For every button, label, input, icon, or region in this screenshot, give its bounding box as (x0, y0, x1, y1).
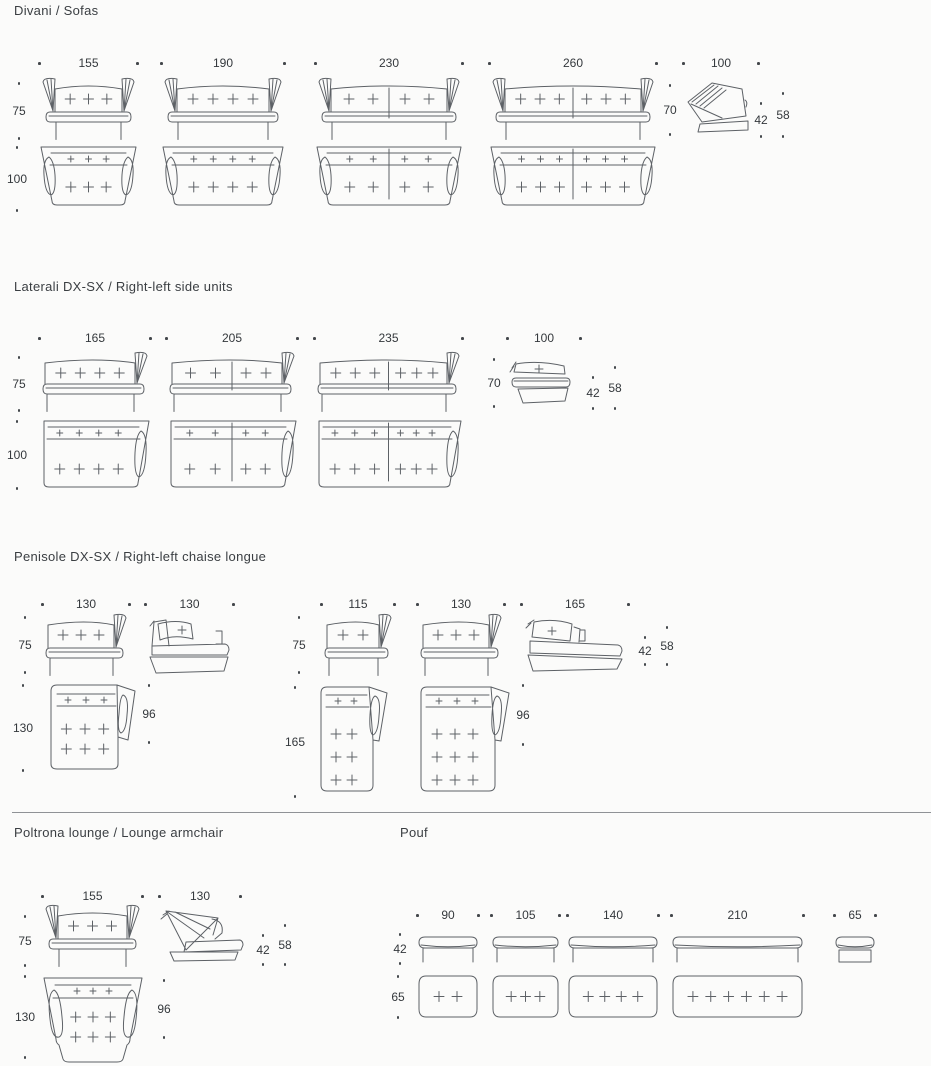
figure-front-sofa (316, 78, 462, 140)
height-dimension-label: 75 (12, 103, 26, 118)
dimension-dot (493, 358, 496, 361)
figure-sofa-side (684, 80, 758, 136)
figure-front-sofa (167, 352, 297, 412)
height-dimension (484, 358, 504, 408)
width-dimension (146, 598, 233, 611)
dimension-dot (18, 82, 21, 85)
width-dimension-label: 155 (78, 56, 99, 70)
width-dimension (316, 57, 462, 70)
dimension-dot (666, 626, 669, 629)
width-dimension-label: 155 (82, 889, 103, 903)
figure-front-sofa (322, 614, 394, 676)
height-dimension-label: 100 (6, 171, 28, 186)
height-dimension (8, 356, 30, 412)
dimension-dot (579, 337, 582, 340)
height-dimension (4, 420, 30, 490)
height-dimension (388, 975, 408, 1019)
dimension-dot (399, 933, 402, 936)
width-dimension (492, 909, 559, 922)
figure-front-sofa (40, 352, 150, 412)
height-dimension (774, 92, 792, 138)
dimension-dot (397, 975, 400, 978)
dimension-dot (655, 62, 658, 65)
figure-top-sofa (316, 144, 462, 206)
dimension-dot (16, 420, 19, 423)
dimension-dot (294, 795, 297, 798)
dimension-dot (461, 337, 464, 340)
figure-pouf-front-base (835, 934, 875, 964)
dimension-dot (163, 1036, 166, 1039)
width-dimension-label: 205 (221, 331, 243, 345)
figure-pouf-front (568, 934, 658, 964)
figure-pouf-top (568, 975, 658, 1018)
dimension-dot (614, 366, 617, 369)
dimension-dot (128, 603, 131, 606)
height-dimension (658, 626, 676, 666)
figure-pouf-front (492, 934, 559, 964)
width-dimension-label: 90 (441, 908, 455, 922)
dimension-dot (284, 963, 287, 966)
height-dimension (390, 933, 410, 965)
figure-pouf-top (418, 975, 478, 1018)
dimension-dot (284, 924, 287, 927)
width-dimension (322, 598, 394, 611)
width-dimension-label: 65 (848, 908, 862, 922)
width-dimension-label: 130 (189, 889, 211, 903)
dimension-dot (592, 376, 595, 379)
height-dimension (10, 684, 36, 772)
height-dimension-label: 165 (284, 734, 306, 749)
dimension-dot (669, 84, 672, 87)
dimension-dot (262, 963, 265, 966)
height-dimension-label: 58 (660, 638, 674, 653)
figure-pouf-top (672, 975, 803, 1018)
dimension-dot (493, 405, 496, 408)
dimension-dot (239, 895, 242, 898)
width-dimension (40, 332, 150, 345)
dimension-dot (16, 146, 19, 149)
dimension-dot (760, 135, 763, 138)
width-dimension-label: 100 (710, 56, 732, 70)
height-dimension-label: 75 (18, 933, 32, 948)
dimension-dot (522, 684, 525, 687)
figure-front-sofa (315, 352, 462, 412)
figure-chaise-long (522, 618, 628, 672)
width-dimension-label: 230 (378, 56, 400, 70)
dimension-dot (296, 337, 299, 340)
dimension-dot (592, 407, 595, 410)
width-dimension-label: 130 (75, 597, 97, 611)
dimension-dot (18, 137, 21, 140)
dimension-dot (558, 914, 561, 917)
section-title-side-units: Laterali DX-SX / Right-left side units (14, 279, 233, 294)
figure-front-sofa (40, 78, 137, 140)
height-dimension-label: 42 (754, 112, 768, 127)
figure-chaise-top-a (47, 682, 139, 772)
height-dimension-label: 70 (663, 102, 677, 117)
figure-pouf-front (672, 934, 803, 964)
width-dimension-label: 115 (348, 597, 368, 611)
figure-front-sofa (418, 614, 504, 676)
dimension-dot (136, 62, 139, 65)
dimension-dot (18, 409, 21, 412)
height-dimension-label: 70 (487, 375, 501, 390)
figure-top-sofa (40, 144, 137, 206)
figure-top-sofa (162, 144, 284, 206)
width-dimension-label: 105 (515, 908, 536, 922)
section-title-sofas: Divani / Sofas (14, 3, 99, 18)
dimension-dot (24, 1056, 27, 1059)
height-dimension-label: 96 (516, 707, 530, 722)
height-dimension (288, 616, 310, 674)
height-dimension (606, 366, 624, 410)
height-dimension (8, 82, 30, 140)
dimension-dot (148, 741, 151, 744)
width-dimension-label: 130 (450, 597, 472, 611)
dimension-dot (163, 979, 166, 982)
height-dimension (138, 684, 160, 744)
dimension-dot (22, 684, 25, 687)
dimension-dot (24, 915, 27, 918)
width-dimension-label: 100 (533, 331, 555, 345)
width-dimension-label: 235 (378, 331, 399, 345)
dimension-dot (461, 62, 464, 65)
dimension-dot (148, 684, 151, 687)
width-dimension (835, 909, 875, 922)
height-dimension-label: 42 (393, 941, 407, 956)
width-dimension-label: 210 (727, 908, 748, 922)
height-dimension (584, 376, 602, 410)
width-dimension (508, 332, 580, 345)
width-dimension (522, 598, 628, 611)
height-dimension-label: 58 (278, 937, 292, 952)
width-dimension (418, 909, 478, 922)
height-dimension-label: 58 (776, 107, 790, 122)
figure-armchair-side (156, 908, 244, 962)
dimension-dot (627, 603, 630, 606)
dimension-dot (232, 603, 235, 606)
width-dimension (672, 909, 803, 922)
dimension-dot (644, 663, 647, 666)
dimension-dot (24, 671, 27, 674)
height-dimension-label: 42 (586, 385, 600, 400)
figure-top-sofa (40, 418, 150, 488)
section-title-pouf: Pouf (400, 825, 428, 840)
dimension-dot (666, 663, 669, 666)
dimension-dot (262, 934, 265, 937)
width-dimension (40, 57, 137, 70)
height-dimension (153, 979, 175, 1039)
width-dimension-label: 165 (564, 597, 586, 611)
dimension-dot (24, 964, 27, 967)
dimension-dot (760, 102, 763, 105)
figure-top-sofa (315, 418, 462, 488)
dimension-dot (393, 603, 396, 606)
width-dimension-label: 260 (562, 56, 584, 70)
height-dimension-label: 75 (292, 637, 306, 652)
figure-pouf-front (418, 934, 478, 964)
figure-front-sofa (43, 614, 129, 676)
dimension-dot (283, 62, 286, 65)
dimension-dot (141, 895, 144, 898)
height-dimension-label: 130 (14, 1009, 36, 1024)
dimension-dot (477, 914, 480, 917)
height-dimension (636, 636, 654, 666)
height-dimension-label: 96 (142, 706, 156, 721)
width-dimension (43, 598, 129, 611)
width-dimension (684, 57, 758, 70)
height-dimension-label: 75 (18, 637, 32, 652)
width-dimension (167, 332, 297, 345)
dimension-dot (294, 686, 297, 689)
dimension-dot (757, 62, 760, 65)
dimension-dot (399, 962, 402, 965)
figure-front-sofa (490, 78, 656, 140)
height-dimension-label: 58 (608, 380, 622, 395)
dimension-dot (298, 616, 301, 619)
dimension-dot (18, 356, 21, 359)
width-dimension-label: 130 (179, 597, 200, 611)
height-dimension-label: 42 (256, 942, 270, 957)
dimension-dot (503, 603, 506, 606)
dimension-dot (874, 914, 877, 917)
figure-chaise-top-b (418, 684, 504, 794)
height-dimension-label: 96 (157, 1001, 171, 1016)
figure-front-sofa (43, 905, 142, 967)
figure-lateral-side (508, 356, 580, 408)
section-title-chaise: Penisole DX-SX / Right-left chaise longue (14, 549, 267, 564)
dimension-dot (782, 135, 785, 138)
figure-chaise-top-b (318, 684, 382, 794)
height-dimension (14, 915, 36, 967)
figure-top-sofa (167, 418, 297, 488)
width-dimension (43, 890, 142, 903)
height-dimension (660, 84, 680, 136)
height-dimension-label: 42 (638, 643, 652, 658)
dimension-dot (669, 133, 672, 136)
height-dimension (14, 616, 36, 674)
width-dimension (162, 57, 284, 70)
dimension-dot (397, 1016, 400, 1019)
width-dimension (160, 890, 240, 903)
width-dimension-label: 190 (212, 56, 234, 70)
height-dimension-label: 130 (12, 720, 34, 735)
width-dimension-label: 140 (602, 908, 624, 922)
figure-pouf-top (492, 975, 559, 1018)
height-dimension-label: 65 (391, 989, 405, 1004)
figure-front-sofa (162, 78, 284, 140)
height-dimension (512, 684, 534, 746)
section-title-armchair: Poltrona lounge / Lounge armchair (14, 825, 224, 840)
dimension-dot (16, 487, 19, 490)
height-dimension (12, 975, 38, 1059)
dimension-dot (24, 975, 27, 978)
figure-top-sofa (490, 144, 656, 206)
figure-chaise-side-a (146, 618, 233, 674)
dimension-dot (614, 407, 617, 410)
dimension-dot (298, 671, 301, 674)
height-dimension (4, 146, 30, 212)
dimension-dot (24, 616, 27, 619)
dimension-dot (522, 743, 525, 746)
width-dimension-label: 165 (84, 331, 106, 345)
width-dimension (568, 909, 658, 922)
width-dimension (315, 332, 462, 345)
height-dimension-label: 75 (12, 376, 26, 391)
height-dimension (276, 924, 294, 966)
dimension-dot (16, 209, 19, 212)
dimension-dot (782, 92, 785, 95)
figure-armchair-top (43, 975, 143, 1063)
dimension-dot (22, 769, 25, 772)
height-dimension (254, 934, 272, 966)
width-dimension (490, 57, 656, 70)
dimension-dot (802, 914, 805, 917)
dimension-dot (657, 914, 660, 917)
dimension-dot (644, 636, 647, 639)
width-dimension (418, 598, 504, 611)
dimension-dot (149, 337, 152, 340)
height-dimension (282, 686, 308, 798)
height-dimension-label: 100 (6, 447, 28, 462)
